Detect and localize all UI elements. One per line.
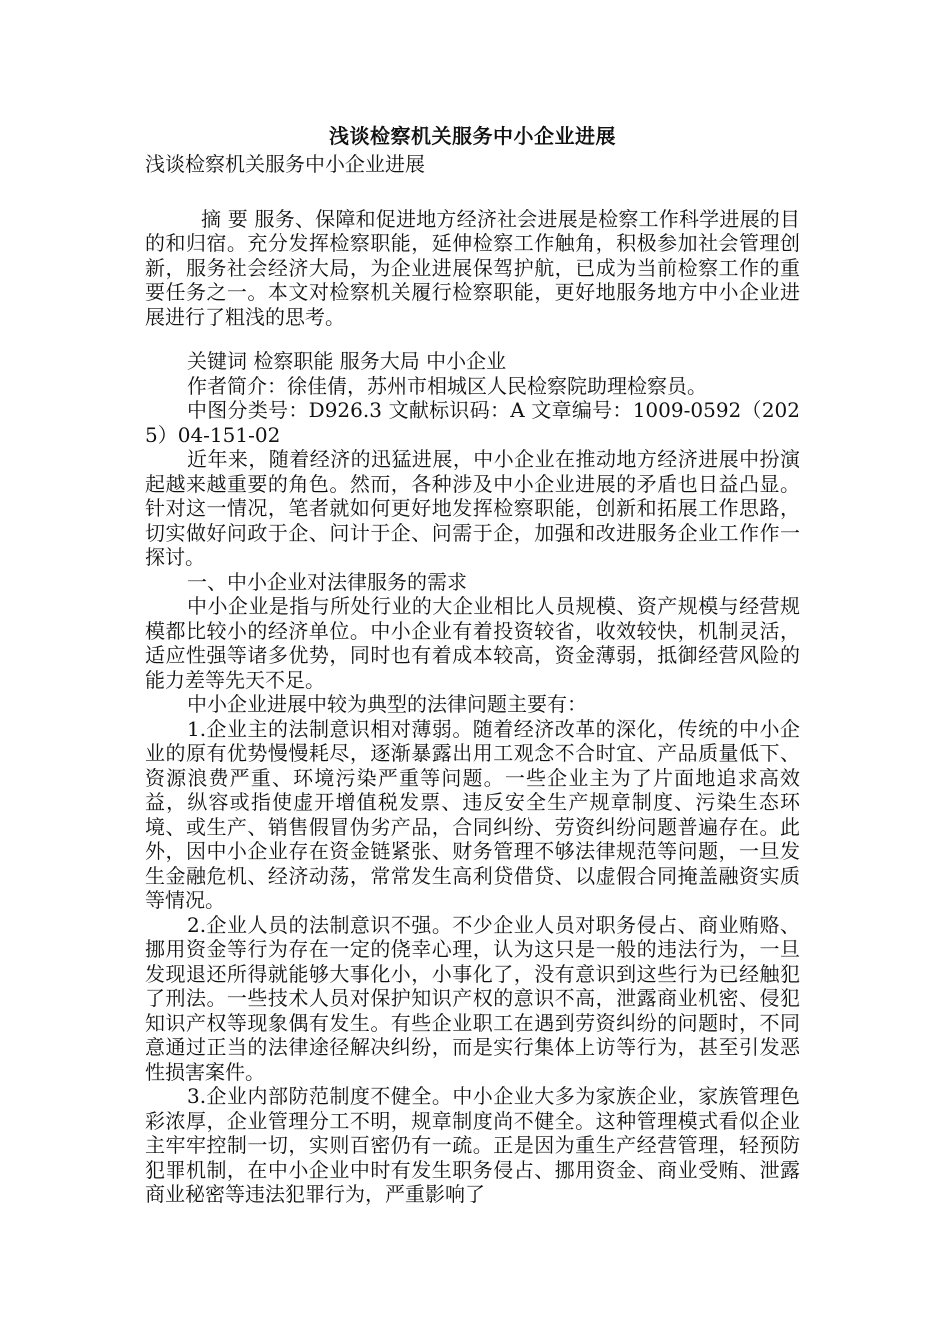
intro-paragraph: 近年来，随着经济的迅猛进展，中小企业在推动地方经济进展中扮演起越来越重要的角色。然而，各种涉及中小企业进展的矛盾也日益凸显。针对这一情况，笔者就如何更好地发挥检察职能，创新和拓展工作思路，切实做好问政于企、问计于企、问需于企，加强和改进服务企业工作作一探讨。 — [145, 447, 800, 569]
spacer — [145, 329, 800, 349]
classification-line: 中图分类号：D926.3 文献标识码：A 文章编号：1009-0592（2025）04-151-02 — [145, 398, 800, 447]
document-subtitle: 浅谈检察机关服务中小企业进展 — [145, 152, 425, 176]
list-item: 2.企业人员的法制意识不强。不少企业人员对职务侵占、商业贿赂、挪用资金等行为存在一定的侥幸心理，认为这只是一般的违法行为，一旦发现退还所得就能够大事化小，小事化了，没有意识到这些行为已经触犯了刑法。一些技术人员对保护知识产权的意识不高，泄露商业机密、侵犯知识产权等现象偶有发生。有些企业职工在遇到劳资纠纷的问题时，不同意通过正当的法律途径解决纠纷，而是实行集体上访等行为，甚至引发恶性损害案件。 — [145, 912, 800, 1084]
list-item: 3.企业内部防范制度不健全。中小企业大多为家族企业，家族管理色彩浓厚，企业管理分工不明，规章制度尚不健全。这种管理模式看似企业主牢牢控制一切，实则百密仍有一疏。正是因为重生产经营管理，轻预防犯罪机制，在中小企业中时有发生职务侵占、挪用资金、商业受贿、泄露商业秘密等违法犯罪行为，严重影响了 — [145, 1084, 800, 1206]
document-title: 浅谈检察机关服务中小企业进展 — [329, 124, 616, 148]
spacer — [145, 177, 800, 207]
body-paragraph: 中小企业进展中较为典型的法律问题主要有： — [187, 692, 587, 716]
list-item: 1.企业主的法制意识相对薄弱。随着经济改革的深化，传统的中小企业的原有优势慢慢耗尽，逐渐暴露出用工观念不合时宜、产品质量低下、资源浪费严重、环境污染严重等问题。一些企业主为了片面地追求高效益，纵容或指使虚开增值税发票、违反安全生产规章制度、污染生态环境、或生产、销售假冒伪劣产品，合同纠纷、劳资纠纷问题普遍存在。此外，因中小企业存在资金链紧张、财务管理不够法律规范等问题，一旦发生金融危机、经济动荡，常常发生高利贷借贷、以虚假合同掩盖融资实质等情况。 — [145, 716, 800, 912]
section-heading: 一、中小企业对法律服务的需求 — [187, 569, 467, 594]
abstract-paragraph: 摘 要 服务、保障和促进地方经济社会进展是检察工作科学进展的目的和归宿。充分发挥检察职能，延伸检察工作触角，积极参加社会管理创新，服务社会经济大局，为企业进展保驾护航，已成为当前检察工作的重要任务之一。本文对检察机关履行检察职能，更好地服务地方中小企业进展进行了粗浅的思考。 — [145, 206, 800, 329]
document-page — [145, 124, 800, 1207]
author-line: 作者简介：徐佳倩，苏州市相城区人民检察院助理检察员。 — [187, 373, 707, 398]
keywords-line: 关键词 检察职能 服务大局 中小企业 — [187, 349, 507, 373]
body-paragraph: 中小企业是指与所处行业的大企业相比人员规模、资产规模与经营规模都比较小的经济单位。中小企业有着投资较省，收效较快，机制灵活，适应性强等诸多优势，同时也有着成本较高，资金薄弱，抵御经营风险的能力差等先天不足。 — [145, 594, 800, 692]
